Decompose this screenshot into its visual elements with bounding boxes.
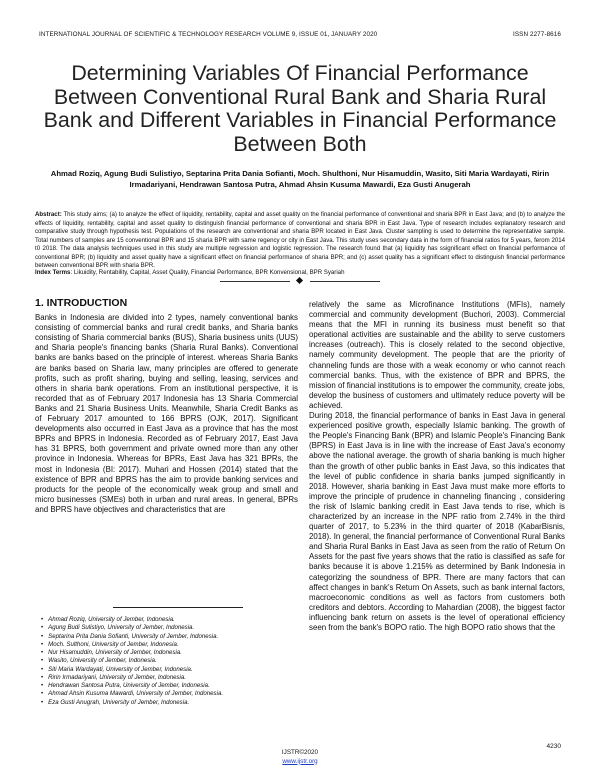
- footnote-item: • Nur Hisamuddin, University of Jember, Indonesia.: [41, 649, 291, 657]
- author-list: Ahmad Roziq, Agung Budi Sulistiyo, Septarina Prita Dania Sofianti, Moch. Shulthoni, Nur Hisamuddin, Wasito, Siti Maria Wardayati, Ririn Irmadariyani, Hendrawan Santosa Putra, Ahmad Ahsin Kusuma Mawardi, Eza Gusti Anugerah: [50, 169, 550, 189]
- abstract-label: Abstract:: [35, 211, 62, 218]
- page-number: 4230: [546, 743, 561, 750]
- issn-label: ISSN 2277-8616: [513, 31, 561, 38]
- footnote-item: • Siti Maria Wardayati, University of Jember, Indonesia.: [41, 666, 291, 674]
- index-terms-label: Index Terms: [35, 269, 71, 276]
- footnote-item: • Eza Gusti Anugrah, University of Jember, Indonesia.: [41, 699, 291, 707]
- section-separator: [220, 277, 380, 287]
- abstract: [35, 211, 565, 271]
- index-terms-text: : Likuidity, Rentability, Capital, Asset Quality, Financial Performance, BPR Konvensional, BPR Syariah: [70, 269, 345, 276]
- footnote-item: • Septarina Prita Dania Sofianti, University of Jember, Indonesia.: [41, 633, 291, 641]
- running-header: [39, 31, 561, 43]
- footer-copyright: IJSTR©2020: [281, 749, 319, 756]
- footnote-rule: [113, 607, 243, 608]
- footnote-item: • Hendrawan Santosa Putra, University of Jember, Indonesia.: [41, 682, 291, 690]
- page-footer: [0, 749, 600, 766]
- footnote-item: • Agung Budi Sulistiyo, University of Jember, Indonesia.: [41, 624, 291, 632]
- right-column: [309, 300, 565, 633]
- left-column: [35, 298, 298, 515]
- separator-line-right: [310, 281, 380, 282]
- abstract-text: This study aims; (a) to analyze the effect of liquidity, rentability, capital and asset quality on the financial performance of conventional and sharia BPR in East Java; and (b) to analyze the effects of liquidity, rentability, capital and asset quality to distinguish financial performance of conventional and sharia BPR in East Java. Type of research includes explanatory research and comparative study through hypothesis test. Populations of the research are conventional and sharia BPR located in East Java. Cluster sampling is used to determine the representative sample. Total numbers of samples are 15 conventional BPR and 15 sharia BPR with same regency or city in East Java. This study uses secondary data in the form of financial ratios for 5 years, ferom 2014 t0 2018. The data analysis techniques used in this study are multiple regression and logistic regression. The research found that (a) liquidity has ssignificant effect on financial performance of conventional BPR; (b) liquidity and asset quality have a significant effect on financial performance of sharia BPR; and (c) asset quality has a significant effect to distinguish financial performance between conventional BPR with sharia BPR.: [35, 211, 565, 270]
- intro-paragraph-right-2: During 2018, the financial performance of banks in East Java in general experienced positive growth, especially Islamic banking. The growth of the People's Financing Bank (BPR) and Islamic People's Financing Bank (BPRS) in East Java is in line with the increase of East Java's economy above the national average. the growth of sharia banking is much higher than the growth of other public banks in East Java, so this indicates that the level of public confidence in sharia banks jumped significantly in 2018. However, sharia banking in East Java must make more efforts to improve the principle of prudence in channeling financing , considering the risk of Islamic banking credit in East Java tends to rise, which is characterized by an increase in the NPF ratio from 2.74% in the third quarter of 2017, to 5.23% in the third quarter of 2018 (KabarBisnis, 2018). In general, the financial performance of Conventional Rural Banks and Sharia Rural Banks in East Java as seen from the ratio of Return On Assets for the past five years shows that the ratio is classified as safe for banks because it is above 1.215% as determined by Bank Indonesia in categorizing the soundness of BPR. There are many factors that can affect changes in bank's Return On Assets, such as bank internal factors, macroeconomic conditions as well as factors from customers both creditors and debtors. According to Mahardian (2008), the biggest factor influencing bank return on assets is the level of operational efficiency seen from the bank's BOPO ratio. The high BOPO ratio shows that the: [309, 411, 565, 632]
- footnote-item: • Ririn Irmadariyani, University of Jember, Indonesia.: [41, 674, 291, 682]
- footnotes: [41, 616, 291, 707]
- intro-paragraph-right-1: relatively the same as Microfinance Institutions (MFIs), namely commercial and community development (Buchori, 2003). Commercial means that the MFI in running its business must benefit so that operational activities are sustainable and the ability to serve customers increases (outreach). This is closely related to the second objective, namely community development. The people that are the priority of channeling funds are those with a weak economy or who cannot reach commercial banks. Thus, with the existence of BPR and BPRS, the mission of financial institutions is to empower the community, create jobs, develop the business of customers and ultimately reduce poverty will be achieved.: [309, 300, 565, 410]
- footer-url-link[interactable]: www.ijstr.org: [282, 757, 318, 765]
- diamond-icon: [296, 277, 303, 284]
- footnote-item: • Wasito, University of Jember, Indonesia.: [41, 657, 291, 665]
- separator-line-left: [220, 281, 290, 282]
- footnote-item: • Ahmad Ahsin Kusuma Mawardi, University of Jember, Indonesia.: [41, 690, 291, 698]
- footnote-item: • Moch. Sulthoni, University of Jember, Indonesia.: [41, 641, 291, 649]
- footnote-item: • Ahmad Roziq, University of Jember, Indonesia.: [41, 616, 291, 624]
- section-heading: 1. INTRODUCTION: [35, 297, 128, 309]
- journal-header: INTERNATIONAL JOURNAL OF SCIENTIFIC & TECHNOLOGY RESEARCH VOLUME 9, ISSUE 01, JANUARY 2020: [39, 31, 378, 38]
- paper-title: Determining Variables Of Financial Performance Between Conventional Rural Bank and Sharia Rural Bank and Different Variables in Financial Performance Between Both: [43, 61, 557, 156]
- intro-paragraph-left: Banks in Indonesia are divided into 2 types, namely conventional banks consisting of commercial banks and rural credit banks, and Sharia banks consisting of Sharia commercial banks (BUS), Sharia business units (UUS) and Sharia people's financing banks (Sharia Rural Banks). Conventional banks are banks based on the principle of interest. whereas Sharia Banks are banks based on Sharia law, many principles are offered to generate profits, such as profit sharing, buying and selling, leasing, services and others in sharia bank operations. From an institutional perspective, it is recorded that as of February 2017 Indonesia has 13 Sharia Commercial Banks and 21 Sharia Business Units. Meanwhile, Sharia Credit Banks as of February 2017 amounted to 166 BPRS (OJK, 2017). Significant developments also occurred in East Java as a province that has the most BPRs and BPRS in Indonesia. Recorded as of February 2017, East Java has 31 BPRS, both government and private owned more than any other province in Indonesia. Whereas for BPRs, East Java has 321 BPRs, the most in Indonesia (BI: 2017). Muhari and Hossen (2014) stated that the existence of BPR and BPRS has the aim to provide banking services and products for the people of the economically weak group and small and micro businesses (SMEs) both in urban and rural areas. In general, BPRs and BPRS have objectives and characteristics that are: [35, 313, 298, 514]
